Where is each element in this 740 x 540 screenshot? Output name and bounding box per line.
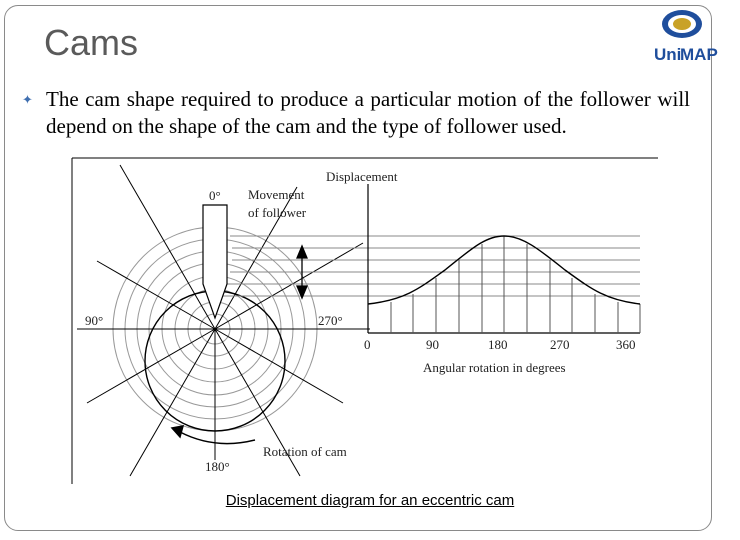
x-tick-180: 180 — [488, 337, 508, 352]
rotation-label: Rotation of cam — [263, 444, 347, 459]
movement-label-line1: Movement — [248, 187, 305, 202]
movement-label-line2: of follower — [248, 205, 307, 220]
x-tick-90: 90 — [426, 337, 439, 352]
displacement-label: Displacement — [326, 169, 398, 184]
svg-text:Uni: Uni — [654, 45, 682, 64]
svg-text:MAP: MAP — [680, 45, 718, 64]
x-tick-360: 360 — [616, 337, 636, 352]
angle-0-label: 0° — [209, 188, 221, 203]
angle-270-label: 270° — [318, 313, 343, 328]
bullet-text: The cam shape required to produce a particular motion of the follower will depend on the shape of the cam and the type of follower used. — [46, 87, 690, 138]
x-tick-270: 270 — [550, 337, 570, 352]
angle-90-label: 90° — [85, 313, 104, 328]
x-tick-0: 0 — [364, 337, 371, 352]
x-axis-label: Angular rotation in degrees — [423, 360, 566, 375]
slide-title: Cams — [44, 22, 139, 63]
bullet-icon: ✦ — [22, 92, 33, 107]
figure-caption: Displacement diagram for an eccentric cam — [225, 492, 515, 509]
angle-180-label: 180° — [205, 459, 230, 474]
